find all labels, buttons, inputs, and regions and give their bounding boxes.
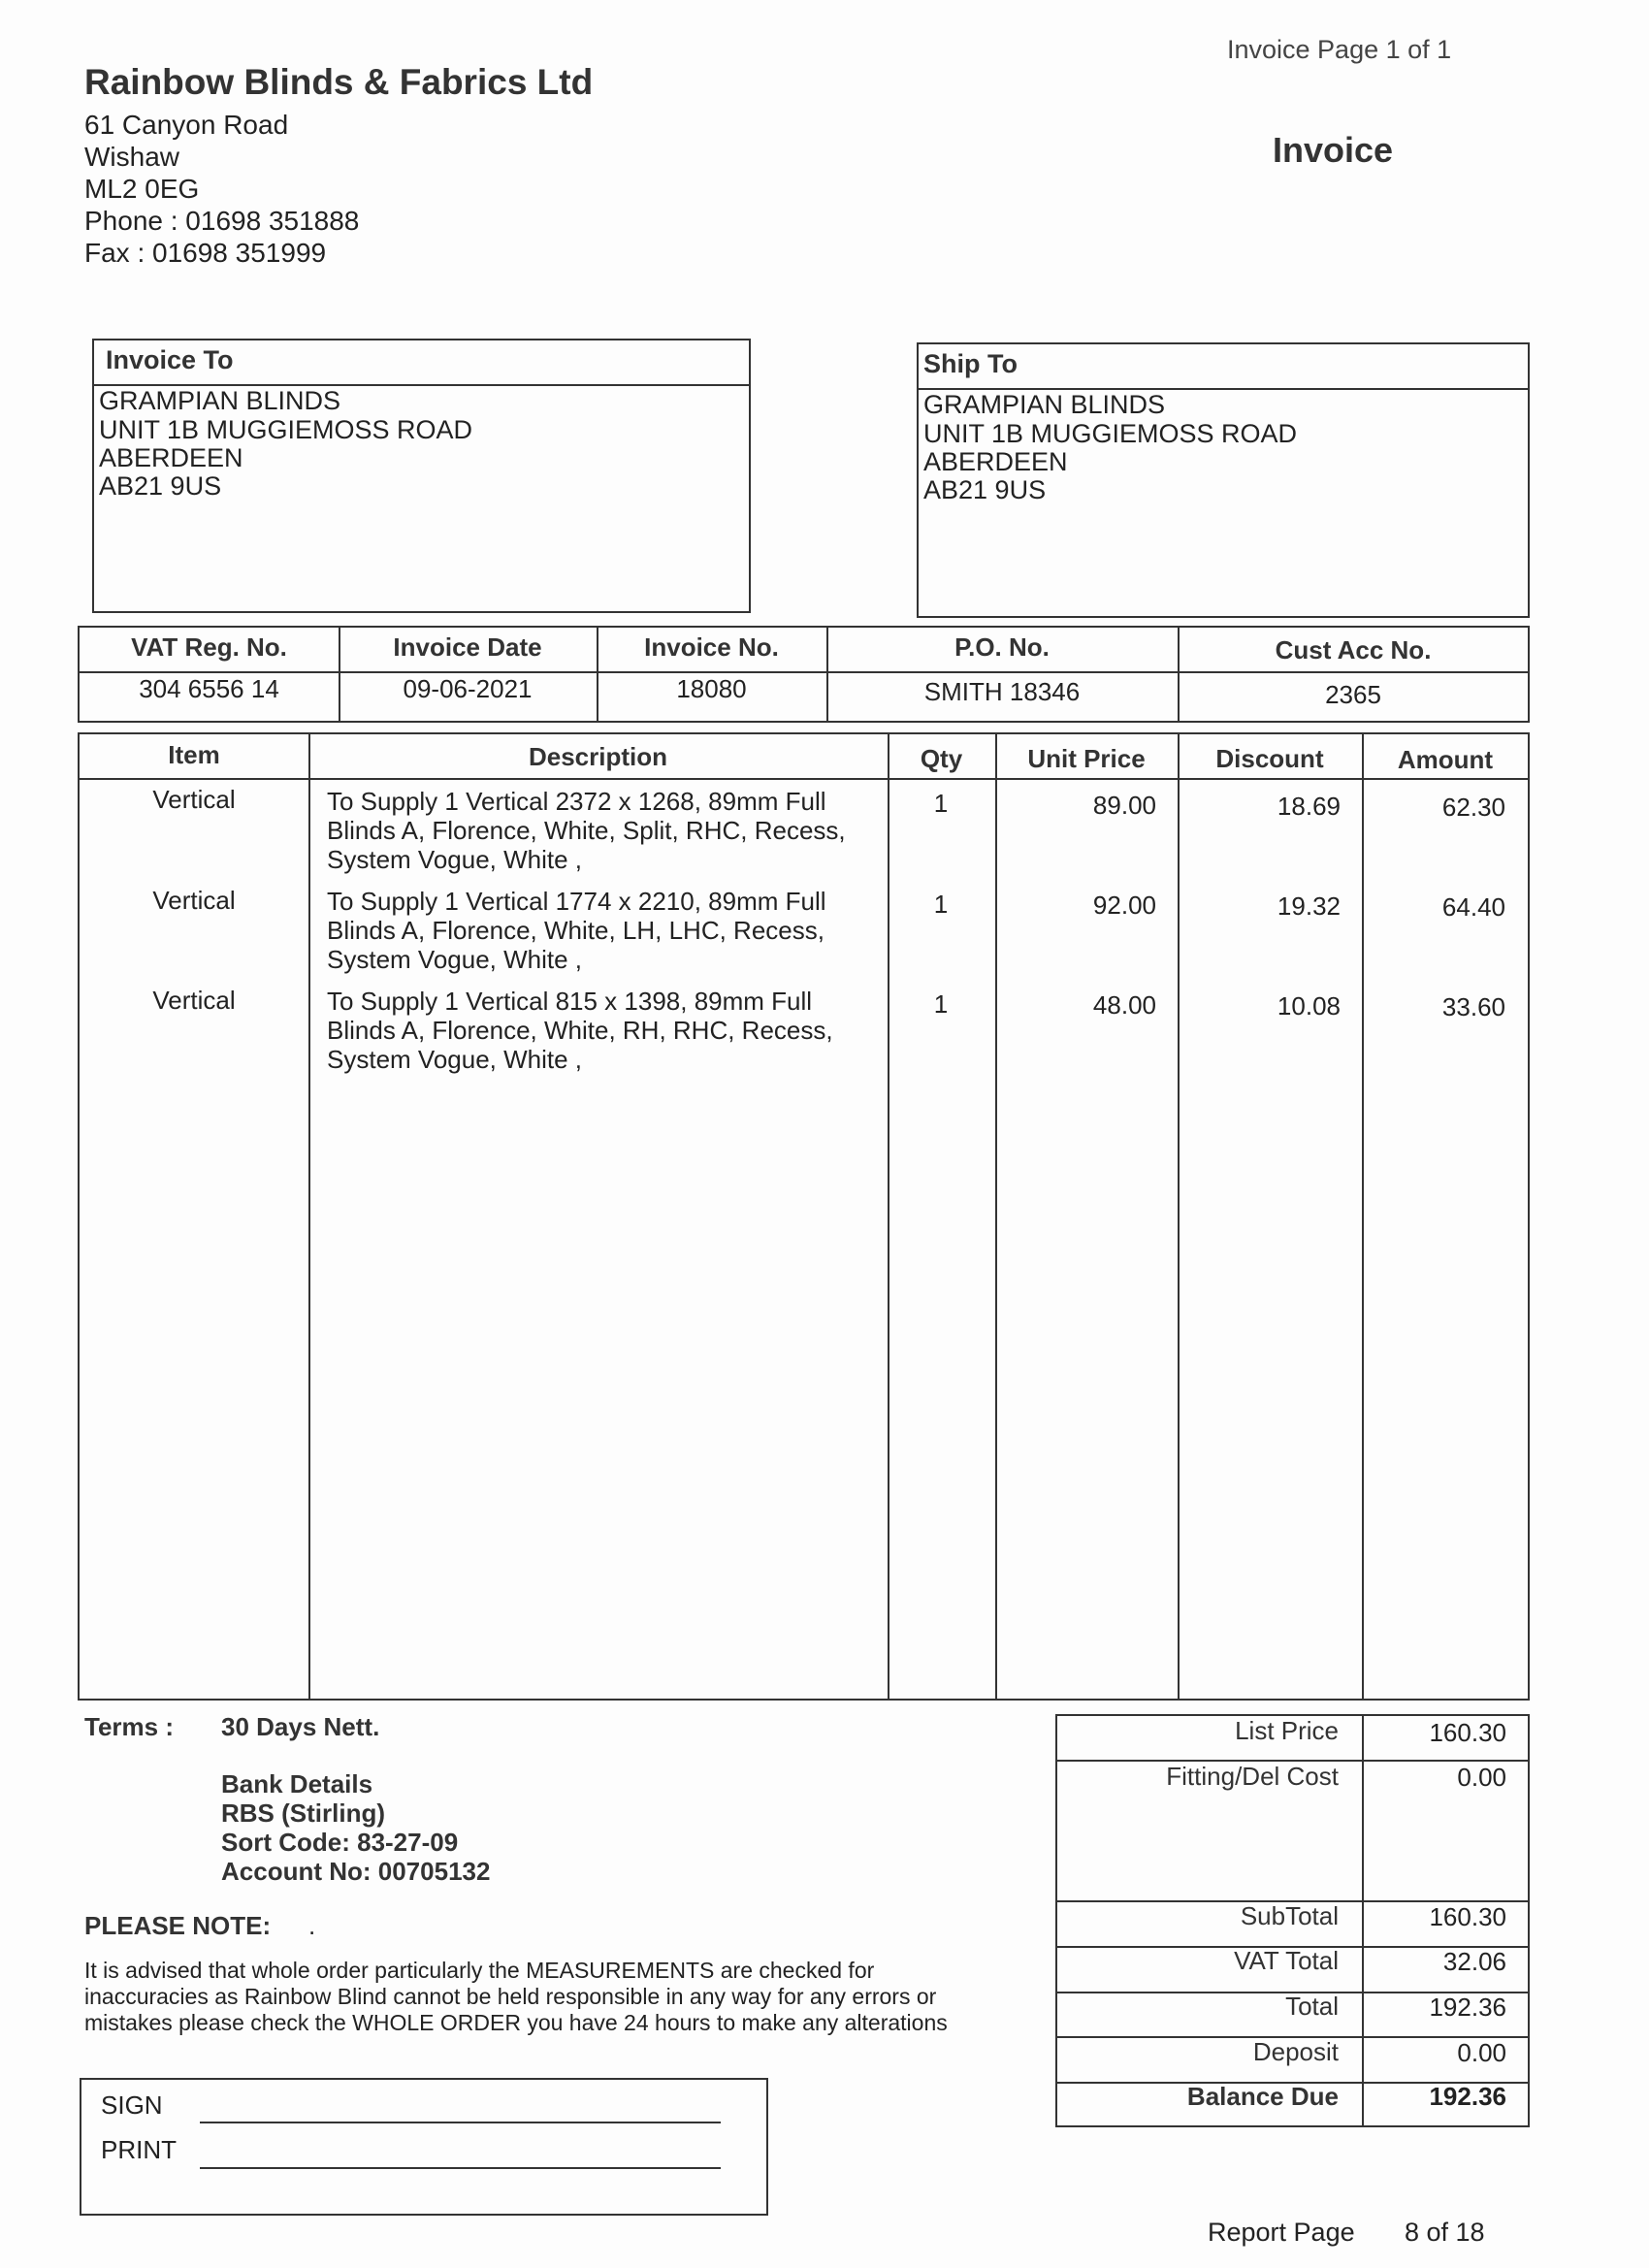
company-name: Rainbow Blinds & Fabrics Ltd bbox=[84, 62, 594, 102]
invoice-date-label: Invoice Date bbox=[393, 632, 542, 662]
cust-acc-label: Cust Acc No. bbox=[1275, 635, 1432, 664]
row-item: Vertical bbox=[152, 785, 236, 814]
column-header-item: Item bbox=[168, 740, 220, 769]
bank-name: RBS (Stirling) bbox=[221, 1798, 385, 1828]
sign-label: SIGN bbox=[101, 2090, 163, 2120]
row-qty: 1 bbox=[933, 789, 949, 818]
column-header-discount: Discount bbox=[1215, 744, 1324, 773]
row-description-line: System Vogue, White , bbox=[327, 845, 583, 874]
row-description-line: To Supply 1 Vertical 815 x 1398, 89mm Full bbox=[327, 987, 813, 1016]
terms-label: Terms : bbox=[84, 1712, 174, 1741]
vat-total-value: 32.06 bbox=[1442, 1947, 1506, 1976]
report-page-label: Report Page bbox=[1208, 2218, 1355, 2247]
account-number: Account No: 00705132 bbox=[221, 1857, 491, 1886]
invoice-to-line: GRAMPIAN BLINDS bbox=[99, 386, 341, 415]
invoice-to-heading: Invoice To bbox=[106, 345, 234, 374]
invoice-page-indicator: Invoice Page 1 of 1 bbox=[1227, 35, 1452, 64]
invoice-number-value: 18080 bbox=[676, 674, 747, 703]
po-number-label: P.O. No. bbox=[954, 632, 1050, 662]
ship-to-line: AB21 9US bbox=[923, 475, 1047, 504]
invoice-to-line: AB21 9US bbox=[99, 471, 222, 501]
row-item: Vertical bbox=[152, 886, 236, 915]
row-qty: 1 bbox=[933, 890, 949, 919]
row-item: Vertical bbox=[152, 986, 236, 1015]
row-description-line: Blinds A, Florence, White, Split, RHC, Recess, bbox=[327, 816, 846, 845]
column-header-unit-price: Unit Price bbox=[1027, 744, 1146, 773]
deposit-value: 0.00 bbox=[1457, 2038, 1506, 2067]
row-unit-price: 48.00 bbox=[1092, 990, 1156, 1020]
row-description-line: To Supply 1 Vertical 1774 x 2210, 89mm Full bbox=[327, 887, 826, 916]
vat-total-label: VAT Total bbox=[1234, 1946, 1339, 1975]
company-address-line: 61 Canyon Road bbox=[84, 110, 289, 140]
note-line: mistakes please check the WHOLE ORDER you have 24 hours to make any alterations bbox=[84, 2010, 948, 2035]
bank-details-heading: Bank Details bbox=[221, 1769, 373, 1798]
balance-due-value: 192.36 bbox=[1429, 2082, 1506, 2111]
terms-value: 30 Days Nett. bbox=[221, 1712, 380, 1741]
row-amount: 62.30 bbox=[1441, 793, 1505, 822]
row-description-line: System Vogue, White , bbox=[327, 1045, 583, 1074]
subtotal-label: SubTotal bbox=[1240, 1901, 1339, 1930]
list-price-value: 160.30 bbox=[1429, 1718, 1506, 1747]
ship-to-line: UNIT 1B MUGGIEMOSS ROAD bbox=[923, 419, 1298, 448]
ship-to-line: GRAMPIAN BLINDS bbox=[923, 390, 1166, 419]
list-price-label: List Price bbox=[1235, 1716, 1339, 1745]
total-label: Total bbox=[1285, 1992, 1339, 2021]
row-description-line: Blinds A, Florence, White, LH, LHC, Recess, bbox=[327, 916, 824, 945]
po-number-value: SMITH 18346 bbox=[923, 677, 1081, 706]
company-fax: Fax : 01698 351999 bbox=[84, 238, 327, 268]
invoice-to-box bbox=[92, 339, 751, 613]
row-unit-price: 92.00 bbox=[1092, 891, 1156, 920]
report-page-value: 8 of 18 bbox=[1405, 2218, 1485, 2247]
ship-to-heading: Ship To bbox=[923, 349, 1018, 378]
row-amount: 64.40 bbox=[1441, 892, 1505, 922]
vat-reg-value: 304 6556 14 bbox=[139, 674, 279, 703]
document-title: Invoice bbox=[1273, 130, 1394, 170]
subtotal-value: 160.30 bbox=[1429, 1902, 1506, 1931]
column-header-description: Description bbox=[528, 742, 668, 771]
fitting-cost-label: Fitting/Del Cost bbox=[1166, 1762, 1339, 1791]
sort-code: Sort Code: 83-27-09 bbox=[221, 1828, 459, 1857]
row-description-line: System Vogue, White , bbox=[327, 945, 583, 974]
row-description-line: To Supply 1 Vertical 2372 x 1268, 89mm Full bbox=[327, 787, 826, 816]
please-note-heading: PLEASE NOTE: bbox=[84, 1911, 272, 1940]
row-amount: 33.60 bbox=[1441, 992, 1505, 1021]
note-line: It is advised that whole order particularly the MEASUREMENTS are checked for bbox=[84, 1958, 875, 1983]
invoice-info-table bbox=[78, 626, 1530, 723]
line-items-table bbox=[78, 732, 1530, 1701]
print-label: PRINT bbox=[101, 2135, 177, 2164]
invoice-date-value: 09-06-2021 bbox=[403, 674, 533, 703]
company-address-line: Wishaw bbox=[84, 142, 180, 172]
column-header-amount: Amount bbox=[1397, 745, 1494, 774]
ship-to-line: ABERDEEN bbox=[923, 447, 1068, 476]
company-address-line: ML2 0EG bbox=[84, 174, 200, 204]
sign-line[interactable] bbox=[200, 2122, 721, 2123]
please-note-mark: . bbox=[308, 1911, 316, 1940]
row-qty: 1 bbox=[933, 989, 949, 1019]
invoice-number-label: Invoice No. bbox=[644, 632, 779, 662]
column-header-qty: Qty bbox=[920, 744, 963, 773]
row-discount: 18.69 bbox=[1277, 792, 1341, 821]
company-phone: Phone : 01698 351888 bbox=[84, 206, 360, 236]
note-line: inaccuracies as Rainbow Blind cannot be held responsible in any way for any errors or bbox=[84, 1984, 937, 2009]
cust-acc-value: 2365 bbox=[1325, 680, 1381, 709]
balance-due-label: Balance Due bbox=[1186, 2082, 1339, 2111]
print-line[interactable] bbox=[200, 2167, 721, 2169]
row-discount: 10.08 bbox=[1277, 991, 1341, 1021]
signature-box bbox=[80, 2078, 768, 2216]
vat-reg-label: VAT Reg. No. bbox=[131, 632, 287, 662]
fitting-cost-value: 0.00 bbox=[1457, 1763, 1506, 1792]
ship-to-box bbox=[917, 342, 1530, 618]
invoice-to-line: ABERDEEN bbox=[99, 443, 243, 472]
row-unit-price: 89.00 bbox=[1092, 791, 1156, 820]
invoice-to-line: UNIT 1B MUGGIEMOSS ROAD bbox=[99, 415, 473, 444]
total-value: 192.36 bbox=[1429, 1993, 1506, 2022]
deposit-label: Deposit bbox=[1252, 2037, 1339, 2066]
row-discount: 19.32 bbox=[1277, 891, 1341, 921]
row-description-line: Blinds A, Florence, White, RH, RHC, Recess, bbox=[327, 1016, 833, 1045]
